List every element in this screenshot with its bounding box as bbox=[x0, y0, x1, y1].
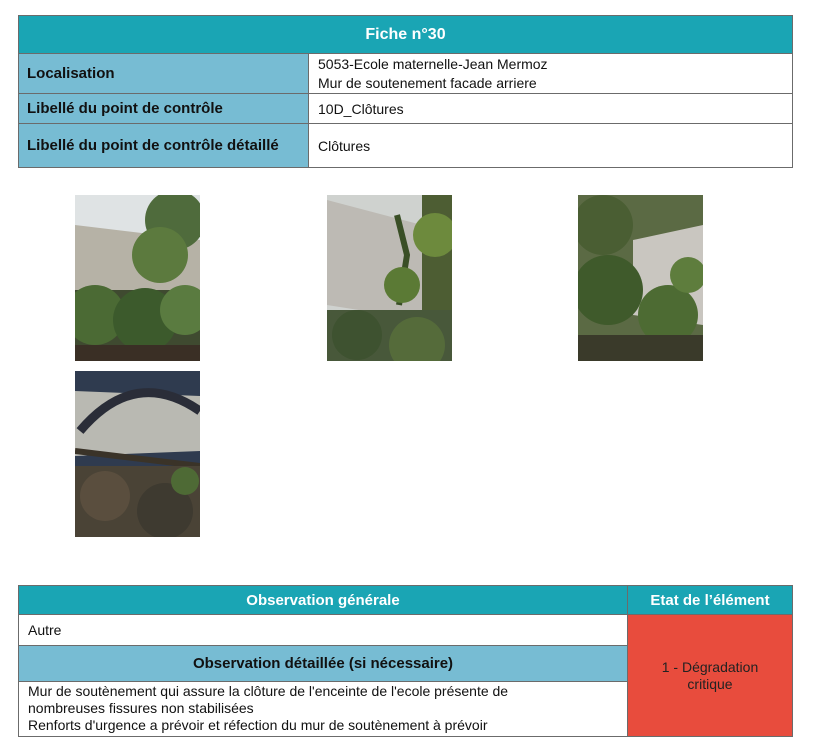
general-observation-value: Autre bbox=[19, 615, 628, 646]
detail-line-2: nombreuses fissures non stabilisées bbox=[28, 700, 254, 716]
photo-wall-vegetation-1 bbox=[75, 195, 200, 361]
fiche-table bbox=[18, 15, 793, 168]
detailed-label-line-1: Libellé du point de contrôle bbox=[27, 137, 223, 154]
control-point-value: 10D_Clôtures bbox=[309, 94, 793, 124]
localisation-label: Localisation bbox=[19, 54, 309, 94]
localisation-line-2: Mur de soutenement facade arriere bbox=[318, 74, 537, 91]
localisation-line-1: 5053-Ecole maternelle-Jean Mermoz bbox=[318, 55, 548, 72]
detail-line-3: Renforts d'urgence a prévoir et réfection du mur de soutènement à prévoir bbox=[28, 717, 488, 733]
fiche-title: Fiche n°30 bbox=[19, 16, 793, 54]
detailed-observation-text bbox=[19, 682, 628, 737]
observation-table bbox=[18, 585, 793, 737]
localisation-value bbox=[309, 54, 793, 94]
element-state-header: Etat de l’élément bbox=[628, 586, 793, 615]
photo-wall-trees bbox=[75, 371, 200, 537]
detailed-observation-header: Observation détaillée (si nécessaire) bbox=[19, 646, 628, 682]
element-state-badge bbox=[628, 615, 793, 737]
control-point-label: Libellé du point de contrôle bbox=[19, 94, 309, 124]
detailed-label-line-2: détaillé bbox=[227, 137, 279, 154]
detailed-control-point-value: Clôtures bbox=[309, 124, 793, 168]
state-line-2: critique bbox=[687, 675, 733, 692]
photo-wall-vegetation-2 bbox=[327, 195, 452, 361]
detailed-control-point-label bbox=[19, 124, 309, 168]
detail-line-1: Mur de soutènement qui assure la clôture de l'enceinte de l'ecole présente de bbox=[28, 683, 509, 699]
photo-wall-vegetation-3 bbox=[578, 195, 703, 361]
state-line-1: 1 - Dégradation bbox=[661, 658, 759, 675]
general-observation-header: Observation générale bbox=[19, 586, 628, 615]
